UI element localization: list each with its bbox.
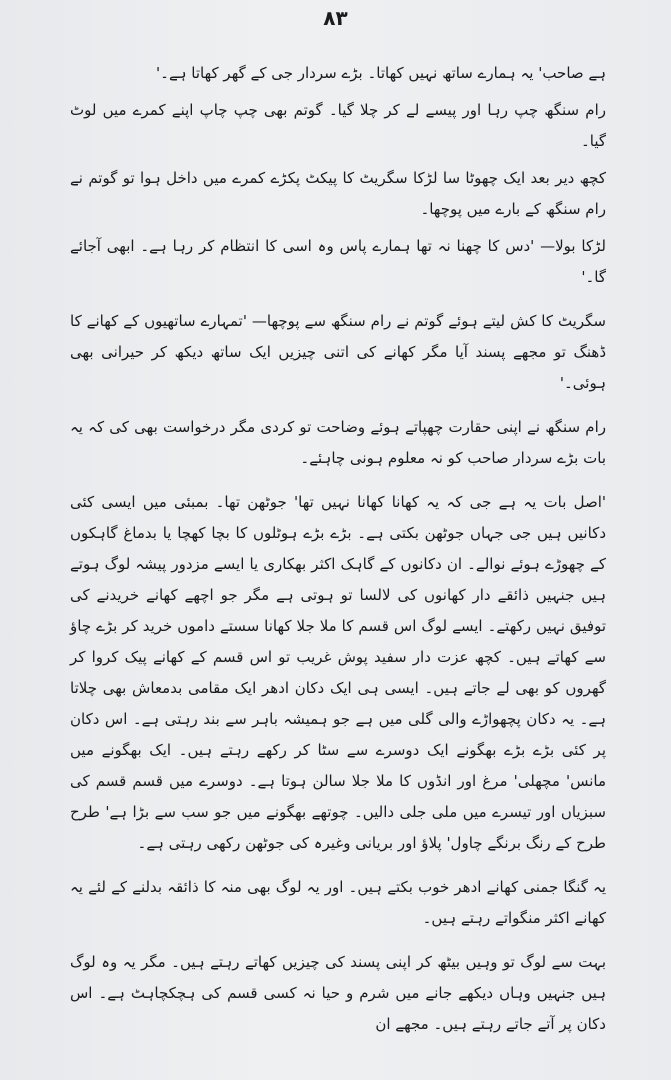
paragraph-4: لڑکا بولا— 'دس کا چھنا نہ تھا ہمارے پاس وہ اسی کا انتظام کر رہا ہے۔ ابھی آجائے گا۔' (70, 237, 606, 286)
paragraph-8: یہ گنگا جمنی کھانے ادھر خوب بکتے ہیں۔ اور یہ لوگ بھی منہ کا ذائقہ بدلنے کے لئے یہ کھانے اکثر منگواتے رہتے ہیں۔ (70, 878, 606, 927)
paragraph-3: کچھ دیر بعد ایک چھوٹا سا لڑکا سگریٹ کا پیکٹ پکڑے کمرے میں داخل ہوا تو گوتم نے رام سنگھ کے بارے میں پوچھا۔ (70, 169, 606, 218)
paragraph-5: سگریٹ کا کش لیتے ہوئے گوتم نے رام سنگھ سے پوچھا— 'تمہارے ساتھیوں کے کھانے کا ڈھنگ تو مجھے پسند آیا مگر کھانے کی اتنی چیزیں ایک ساتھ دیکھ کر حیرانی بھی ہوئی۔' (70, 312, 606, 392)
paragraph-6: رام سنگھ نے اپنی حقارت چھپاتے ہوئے وضاحت تو کردی مگر درخواست بھی کی کہ یہ بات بڑے سردار صاحب کو نہ معلوم ہونی چاہئے۔ (70, 418, 606, 467)
paragraph-2: رام سنگھ چپ رہا اور پیسے لے کر چلا گیا۔ گوتم بھی چپ چاپ اپنے کمرے میں لوٹ گیا۔ (70, 101, 606, 150)
paragraph-9: بہت سے لوگ تو وہیں بیٹھ کر اپنی پسند کی چیزیں کھاتے رہتے ہیں۔ مگر یہ وہ لوگ ہیں جنہیں وہاں دیکھے جانے میں شرم و حیا نہ کسی قسم کی ہچکچاہٹ ہے۔ اس دکان پر آتے جاتے رہتے ہیں۔ مجھے ان (70, 953, 606, 1033)
paragraph-1: ہے صاحب' یہ ہمارے ساتھ نہیں کھاتا۔ بڑے سردار جی کے گھر کھاتا ہے۔' (156, 64, 606, 82)
page-number: ۸۳ (323, 6, 348, 30)
page-body (70, 58, 606, 1040)
paragraph-7: 'اصل بات یہ ہے جی کہ یہ کھانا کھانا نہیں تھا' جوٹھن تھا۔ بمبئی میں ایسی کئی دکانیں ہیں جی جہاں جوٹھن بکتی ہے۔ بڑے بڑے ہوٹلوں کا بچا کھچا یا بدماغ گاہکوں کے چھوڑے ہوئے نوالے۔ ان دکانوں کے گاہک اکثر بھکاری یا ایسے مزدور پیشہ لوگ ہوتے ہیں جنہیں ذائقے دار کھانوں کی لالسا تو ہوتی ہے مگر جو اچھے کھانے خریدنے کی توفیق نہیں رکھتے۔ ایسے لوگ اس قسم کا ملا جلا کھانا سستے داموں خرید کر بڑے چاؤ سے کھاتے ہیں۔ کچھ عزت دار سفید پوش غریب تو اس قسم کے کھانے پیک کروا کر گھروں کو بھی لے جاتے ہیں۔ ایسی ہی ایک دکان ادھر ایک مقامی بدمعاش بھی چلاتا ہے۔ یہ دکان پچھواڑے والی گلی میں ہے جو ہمیشہ باہر سے بند رہتی ہے۔ اس دکان پر کئی بڑے بڑے بھگونے ایک دوسرے سے سٹا کر رکھے رہتے ہیں۔ ایک بھگونے میں مانس' مچھلی' مرغ اور انڈوں کا ملا جلا سالن ہوتا ہے۔ دوسرے میں قسم قسم کی سبزیاں اور تیسرے میں ملی جلی دالیں۔ چوتھے بھگونے میں جو سب سے بڑا ہے' طرح طرح کے رنگ برنگے چاول' پلاؤ اور بریانی وغیرہ کی جوٹھن رکھی رہتی ہے۔ (70, 493, 606, 852)
